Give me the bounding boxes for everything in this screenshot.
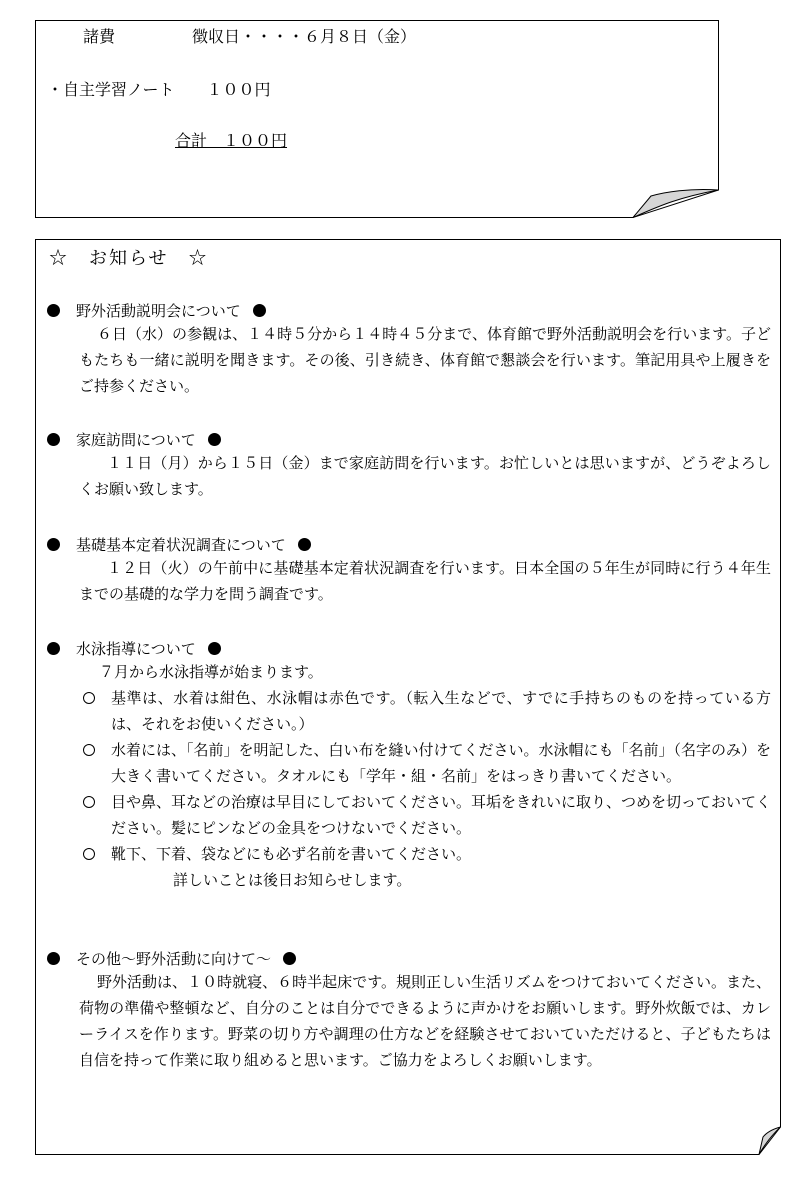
section-heading [47, 947, 771, 969]
section-body: １２日（火）の午前中に基礎基本定着状況調査を行います。日本全国の５年生が同時に行う４年生までの基礎的な学力を問う調査です。 [79, 559, 771, 603]
list-item: 基準は、水着は紺色、水泳帽は赤色です。（転入生などで、すでに手持ちのものを持っている方は、それをお使いください。） [83, 685, 771, 737]
notice-title: ☆ お知らせ ☆ [49, 248, 209, 269]
section-title: 基礎基本定着状況調査について [76, 535, 286, 554]
collection-date: 徴収日・・・・６月８日（金） [192, 27, 417, 46]
section-outdoor-briefing [47, 299, 771, 399]
section-title: 野外活動説明会について [76, 301, 241, 320]
section-basic-survey [47, 533, 771, 607]
fee-item: ・自主学習ノート １００円 [47, 80, 271, 99]
fee-total: 合計 １００円 [175, 131, 288, 150]
bullet-icon [47, 642, 60, 655]
list-item: 靴下、下着、袋などにも必ず名前を書いてください。 [83, 841, 771, 867]
section-other [47, 947, 771, 1073]
circle-bullet-icon [83, 796, 95, 808]
section-heading [47, 637, 771, 659]
section-title: その他～野外活動に向けて～ [76, 949, 272, 968]
section-swimming [47, 637, 771, 893]
section-home-visit [47, 428, 771, 502]
section-body: １１日（月）から１５日（金）まで家庭訪問を行います。お忙しいとは思いますが、どうぞよろしくお願い致します。 [79, 454, 771, 498]
list-item: 目や鼻、耳などの治療は早目にしておいてください。耳垢をきれいに取り、つめを切っておいてください。髪にピンなどの金具をつけないでください。 [83, 789, 771, 841]
list-item: 水着には、「名前」を明記した、白い布を縫い付けてください。水泳帽にも「名前」（名字のみ）を大きく書いてください。タオルにも「学年・組・名前」をはっきり書いてください。 [83, 737, 771, 789]
fees-label: 諸費 [83, 27, 116, 46]
bullet-icon [298, 538, 311, 551]
section-heading [47, 533, 771, 555]
bullet-icon [47, 304, 60, 317]
section-outro: 詳しいことは後日お知らせします。 [173, 871, 412, 889]
section-intro: ７月から水泳指導が始まります。 [99, 663, 323, 681]
page-curl-frame [35, 20, 719, 218]
notice-box [35, 239, 781, 1155]
bullet-icon [47, 433, 60, 446]
bullet-icon [253, 304, 266, 317]
bullet-icon [208, 433, 221, 446]
bullet-icon [47, 538, 60, 551]
section-body: 野外活動は、１０時就寝、６時半起床です。規則正しい生活リズムをつけておいてください。また、荷物の準備や整頓など、自分のことは自分でできるように声かけをお願いします。野外炊飯では、カレーライスを作ります。野菜の切り方や調理の仕方などを経験させておいていただけると、子どもたちは自信を持って作業に取り組めると思います。ご協力をよろしくお願いします。 [79, 973, 771, 1069]
circle-bullet-icon [83, 744, 95, 756]
circle-bullet-icon [83, 692, 95, 704]
section-title: 家庭訪問について [76, 430, 196, 449]
section-heading [47, 428, 771, 450]
section-body: ６日（水）の参観は、１４時５分から１４時４５分まで、体育館で野外活動説明会を行います。子どもたちも一緒に説明を聞きます。その後、引き続き、体育館で懇談会を行います。筆記用具や上履きをご持参ください。 [79, 325, 771, 395]
bullet-icon [208, 642, 221, 655]
bullet-icon [47, 952, 60, 965]
section-title: 水泳指導について [76, 639, 196, 658]
bullet-icon [283, 952, 296, 965]
circle-bullet-icon [83, 848, 95, 860]
section-heading [47, 299, 771, 321]
fees-box [35, 20, 719, 218]
